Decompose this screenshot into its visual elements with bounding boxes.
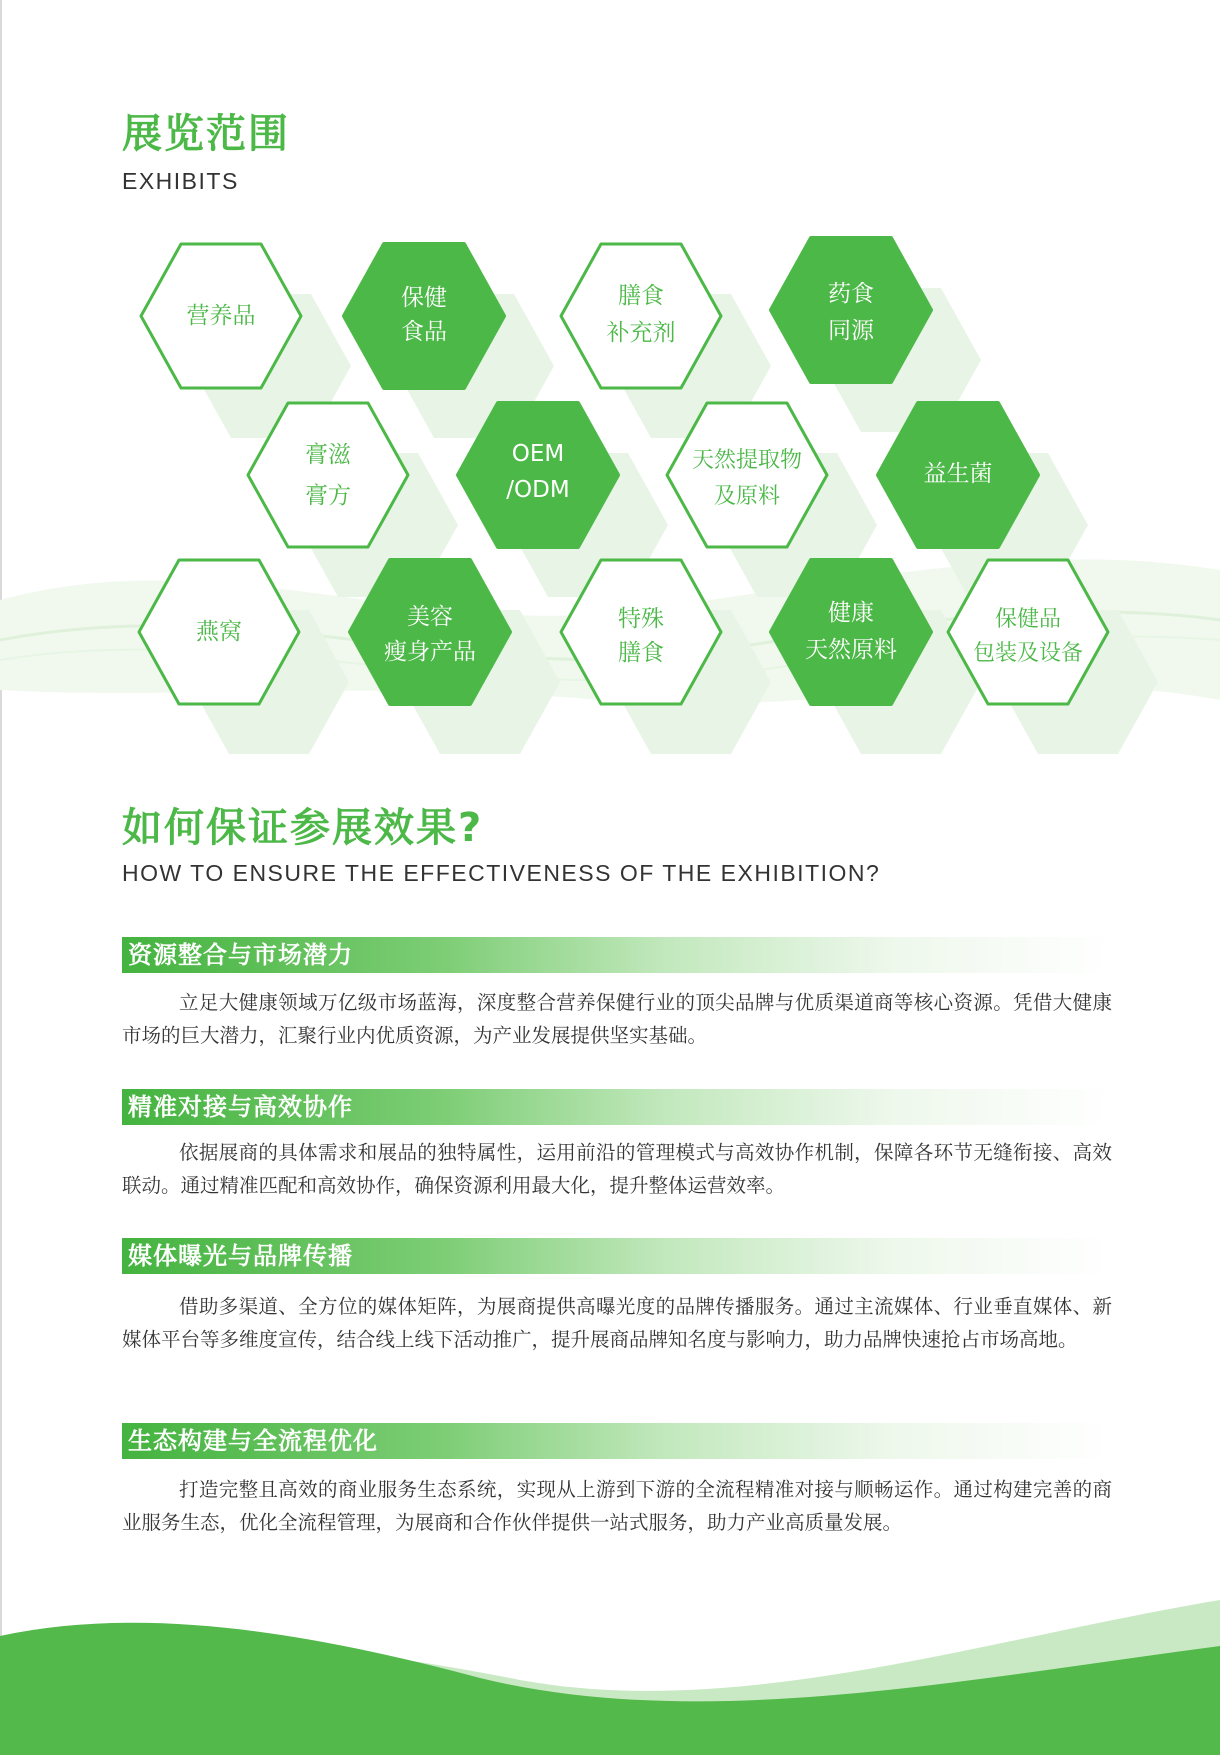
hex-label: OEM bbox=[511, 441, 565, 467]
hex-label: 营养品 bbox=[186, 303, 256, 329]
section-heading-label: 精准对接与高效协作 bbox=[128, 1093, 353, 1121]
hex-label: 包装及设备 bbox=[972, 641, 1083, 666]
effect-subtitle: HOW TO ENSURE THE EFFECTIVENESS OF THE EXHIBITION? bbox=[122, 860, 881, 886]
hex-label: 药食 bbox=[828, 281, 874, 307]
exhibits-title: 展览范围 bbox=[122, 111, 290, 157]
hex-label: 益生菌 bbox=[923, 461, 993, 487]
section-body-matching: 依据展商的具体需求和展品的独特属性，运用前沿的管理模式与高效协作机制，保障各环节无缝衔接、高效联动。通过精准匹配和高效协作，确保资源利用最大化，提升整体运营效率。 bbox=[122, 1141, 1112, 1197]
section-heading-label: 生态构建与全流程优化 bbox=[128, 1427, 378, 1455]
hex-label: 补充剂 bbox=[606, 320, 676, 346]
hex-label: 膳食 bbox=[618, 283, 664, 309]
section-heading-label: 资源整合与市场潜力 bbox=[128, 941, 353, 969]
hex-label: 燕窝 bbox=[196, 619, 242, 645]
hex-label: 食品 bbox=[401, 319, 447, 345]
hex-label: 及原料 bbox=[713, 484, 780, 509]
section-heading-media bbox=[122, 1238, 1112, 1274]
hex-label: 保健 bbox=[401, 285, 447, 311]
section-body-media: 借助多渠道、全方位的媒体矩阵，为展商提供高曝光度的品牌传播服务。通过主流媒体、行业垂直媒体、新媒体平台等多维度宣传，结合线上线下活动推广，提升展商品牌知名度与影响力，助力品牌快速抢占市场高地。 bbox=[122, 1295, 1112, 1351]
hex-label: 膏方 bbox=[305, 483, 351, 509]
section-heading-matching bbox=[122, 1089, 1112, 1125]
footer-wave bbox=[0, 1600, 1220, 1755]
section-body-resources: 立足大健康领域万亿级市场蓝海，深度整合营养保健行业的顶尖品牌与优质渠道商等核心资源。凭借大健康市场的巨大潜力，汇聚行业内优质资源，为产业发展提供坚实基础。 bbox=[122, 991, 1112, 1047]
section-heading-ecosystem bbox=[122, 1423, 1112, 1459]
hex-label: 膳食 bbox=[618, 640, 664, 666]
hex-label: 膏滋 bbox=[305, 442, 351, 468]
hex-label: 同源 bbox=[828, 318, 874, 344]
effect-title: 如何保证参展效果? bbox=[122, 805, 484, 851]
hex-label: 天然原料 bbox=[805, 637, 897, 663]
section-body-ecosystem: 打造完整且高效的商业服务生态系统，实现从上游到下游的全流程精准对接与顺畅运作。通过构建完善的商业服务生态，优化全流程管理，为展商和合作伙伴提供一站式服务，助力产业高质量发展。 bbox=[122, 1478, 1112, 1534]
hex-label: 保健品 bbox=[994, 607, 1061, 632]
hex-label: /ODM bbox=[506, 477, 570, 503]
hex-label: 瘦身产品 bbox=[384, 639, 476, 665]
hex-label: 天然提取物 bbox=[691, 448, 802, 473]
hex-label: 特殊 bbox=[618, 606, 664, 632]
section-heading-resources bbox=[122, 937, 1112, 973]
hex-label: 健康 bbox=[828, 600, 874, 626]
section-heading-label: 媒体曝光与品牌传播 bbox=[128, 1242, 353, 1270]
hex-label: 美容 bbox=[407, 604, 453, 630]
exhibits-subtitle: EXHIBITS bbox=[122, 168, 239, 194]
